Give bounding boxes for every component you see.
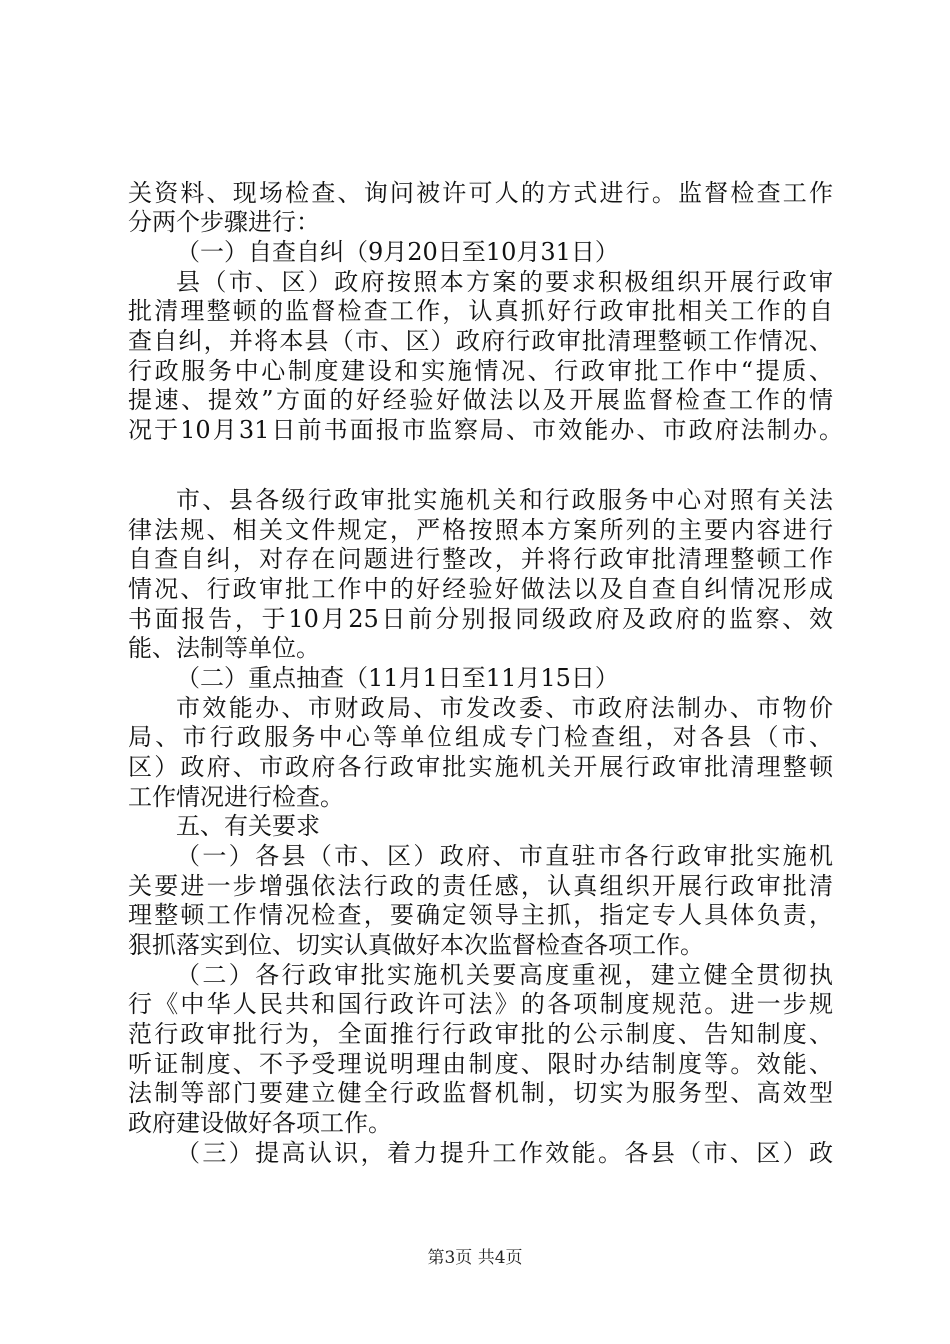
- text-line: 律法规、相关文件规定，严格按照本方案所列的主要内容进行: [128, 516, 833, 544]
- text-line: 自查自纠，对存在问题进行整改，并将行政审批清理整顿工作: [128, 545, 833, 573]
- text-line: 狠抓落实到位、切实认真做好本次监督检查各项工作。: [128, 931, 704, 959]
- section-heading: 五、有关要求: [176, 812, 320, 840]
- text-line: 分两个步骤进行：: [128, 208, 320, 236]
- text-line: 书面报告，于10月25日前分别报同级政府及政府的监察、效: [128, 605, 833, 633]
- text-line: 行政服务中心制度建设和实施情况、行政审批工作中“提质、: [128, 357, 833, 385]
- section-heading: （一）自查自纠（9月20日至10月31日）: [176, 238, 619, 266]
- text-line: 关资料、现场检查、询问被许可人的方式进行。监督检查工作: [128, 179, 833, 207]
- text-line: （一）各县（市、区）政府、市直驻市各行政审批实施机: [176, 842, 833, 870]
- text-line: 法制等部门要建立健全行政监督机制，切实为服务型、高效型: [128, 1079, 833, 1107]
- text-line: 县（市、区）政府按照本方案的要求积极组织开展行政审: [176, 268, 833, 296]
- text-line: 政府建设做好各项工作。: [128, 1109, 392, 1137]
- text-line: （二）各行政审批实施机关要高度重视，建立健全贯彻执: [176, 961, 833, 989]
- text-line: 行《中华人民共和国行政许可法》的各项制度规范。进一步规: [128, 990, 833, 1018]
- section-heading: （二）重点抽查（11月1日至11月15日）: [176, 664, 619, 692]
- text-line: 听证制度、不予受理说明理由制度、限时办结制度等。效能、: [128, 1050, 833, 1078]
- text-line: 理整顿工作情况检查，要确定领导主抓，指定专人具体负责，: [128, 901, 833, 929]
- text-line: 关要进一步增强依法行政的责任感，认真组织开展行政审批清: [128, 872, 833, 900]
- text-line: 工作情况进行检查。: [128, 783, 344, 811]
- page-number-footer: 第3页 共4页: [427, 1248, 523, 1268]
- text-line: 提速、提效”方面的好经验好做法以及开展监督检查工作的情: [128, 386, 833, 414]
- text-line: 况于10月31日前书面报市监察局、市效能办、市政府法制办。: [128, 416, 843, 444]
- text-line: （三）提高认识，着力提升工作效能。各县（市、区）政: [176, 1139, 833, 1167]
- text-line: 区）政府、市政府各行政审批实施机关开展行政审批清理整顿: [128, 753, 833, 781]
- text-line: 查自纠，并将本县（市、区）政府行政审批清理整顿工作情况、: [128, 327, 833, 355]
- text-line: 市效能办、市财政局、市发改委、市政府法制办、市物价: [176, 694, 833, 722]
- text-line: 能、法制等单位。: [128, 634, 320, 662]
- text-line: 范行政审批行为，全面推行行政审批的公示制度、告知制度、: [128, 1020, 833, 1048]
- text-line: 批清理整顿的监督检查工作，认真抓好行政审批相关工作的自: [128, 297, 833, 325]
- text-line: 市、县各级行政审批实施机关和行政服务中心对照有关法: [176, 486, 833, 514]
- text-line: 局、市行政服务中心等单位组成专门检查组，对各县（市、: [128, 723, 833, 751]
- text-line: 情况、行政审批工作中的好经验好做法以及自查自纠情况形成: [128, 575, 833, 603]
